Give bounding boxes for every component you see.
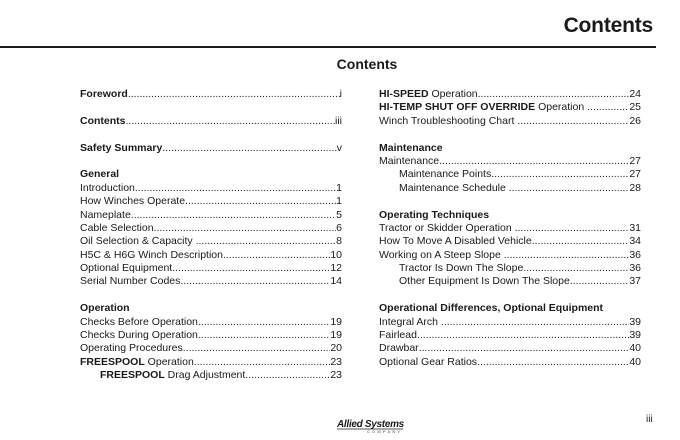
toc-leader-dots: [126, 115, 336, 128]
toc-entry-label: Contents: [80, 114, 126, 127]
toc-page-number: 36: [629, 248, 641, 261]
toc-entry-label: Checks During Operation: [80, 329, 198, 342]
toc-entry-link[interactable]: [80, 329, 342, 342]
toc-page-number: 1: [336, 181, 342, 194]
toc-entry[interactable]: [80, 142, 342, 155]
toc-spacer: [379, 128, 641, 141]
toc-entry[interactable]: [80, 356, 342, 369]
toc-entry-label: [80, 356, 194, 369]
toc-entry[interactable]: [379, 101, 641, 114]
toc-leader-dots: [439, 155, 629, 168]
toc-entry-link[interactable]: [379, 342, 641, 355]
toc-entry-label: Maintenance Points: [399, 168, 492, 181]
toc-leader-dots: [185, 195, 336, 208]
toc-entry-link[interactable]: [80, 275, 342, 288]
toc-page-number: 12: [330, 262, 342, 275]
toc-entry-label-rest: Drag Adjustment: [164, 369, 246, 382]
toc-entry-link[interactable]: [379, 101, 641, 114]
toc-leader-dots: [515, 222, 630, 235]
toc-page-number: 14: [330, 275, 342, 288]
toc-entry-link[interactable]: [379, 249, 641, 262]
toc-leader-dots: [509, 182, 630, 195]
toc-page-number: iii: [335, 114, 342, 127]
toc-entry[interactable]: [80, 369, 342, 382]
toc-page-number: 40: [629, 355, 641, 368]
toc-entry-label: Operating Procedures: [80, 342, 183, 355]
toc-entry[interactable]: [379, 155, 641, 168]
toc-entry[interactable]: [379, 222, 641, 235]
toc-leader-dots: [196, 235, 337, 248]
toc-spacer: [379, 289, 641, 302]
toc-section-heading: Maintenance: [379, 141, 443, 154]
toc-entry-link[interactable]: [80, 182, 342, 195]
toc-entry-link[interactable]: [399, 168, 641, 181]
toc-entry-link[interactable]: [379, 235, 641, 248]
toc-entry-link[interactable]: [80, 88, 342, 101]
toc-entry-label: Nameplate: [80, 208, 131, 221]
toc-page-number: 34: [629, 235, 641, 248]
toc-entry[interactable]: [379, 168, 641, 181]
toc-entry-emphasis: HI-SPEED: [379, 88, 429, 100]
toc-entry[interactable]: [379, 342, 641, 355]
toc-leader-dots: [245, 369, 330, 382]
toc-entry-label-rest: Operation: [428, 88, 478, 100]
page-number: iii: [646, 414, 653, 425]
toc-page-number: 27: [629, 168, 641, 181]
logo-wordmark: Allied Systems: [337, 419, 404, 430]
toc-leader-dots: [172, 262, 330, 275]
toc-leader-dots: [523, 262, 629, 275]
toc-entry[interactable]: [80, 262, 342, 275]
toc-leader-dots: [198, 316, 330, 329]
toc-entry-link[interactable]: [80, 142, 342, 155]
toc-entry-label: Working on A Steep Slope: [379, 248, 504, 261]
toc-entry-link[interactable]: [399, 275, 641, 288]
toc-page-number: 26: [629, 114, 641, 127]
toc-entry-emphasis: FREESPOOL: [80, 355, 145, 368]
toc-page-number: 39: [629, 329, 641, 342]
toc-entry-link[interactable]: [399, 182, 641, 195]
toc-entry-label: Optional Gear Ratios: [379, 355, 478, 368]
toc-entry[interactable]: [80, 115, 342, 128]
toc-entry[interactable]: [80, 182, 342, 195]
toc-entry-link[interactable]: [379, 115, 641, 128]
toc-entry[interactable]: [379, 249, 641, 262]
toc-entry-label: [379, 101, 587, 114]
toc-leader-dots: [162, 142, 336, 155]
toc-leader-dots: [441, 316, 629, 329]
toc-entry-link[interactable]: [379, 88, 641, 101]
toc-entry[interactable]: [80, 222, 342, 235]
toc-page-number: 27: [629, 154, 641, 167]
toc-entry-label: Tractor or Skidder Operation: [379, 221, 515, 234]
toc-entry[interactable]: [379, 88, 641, 101]
toc-leader-dots: [477, 356, 629, 369]
toc-entry-link[interactable]: [80, 209, 342, 222]
toc-page-number: 39: [629, 315, 641, 328]
toc-entry-link[interactable]: [80, 235, 342, 248]
toc-leader-dots: [478, 88, 630, 101]
toc-page-number: 25: [629, 101, 641, 114]
toc-column-right: [379, 88, 641, 369]
toc-entry-link[interactable]: [379, 316, 641, 329]
running-header-title: Contents: [563, 14, 653, 37]
toc-page-number: 20: [330, 342, 342, 355]
toc-page-number: 31: [629, 221, 641, 234]
toc-entry-link[interactable]: [80, 262, 342, 275]
toc-entry-link[interactable]: [399, 262, 641, 275]
toc-entry-label: H5C & H6G Winch Description: [80, 248, 223, 261]
toc-entry[interactable]: [80, 195, 342, 208]
toc-leader-dots: [128, 88, 340, 101]
toc-entry-label-rest: Operation: [144, 355, 194, 368]
toc-section-heading: Operation: [80, 302, 130, 315]
toc-leader-dots: [532, 235, 630, 248]
toc-leader-dots: [223, 249, 330, 262]
header-divider: [0, 46, 656, 48]
toc-entry[interactable]: [80, 249, 342, 262]
toc-entry-label: Maintenance Schedule: [399, 181, 509, 194]
toc-leader-dots: [131, 209, 336, 222]
toc-entry-label: Safety Summary: [80, 141, 163, 154]
toc-spacer: [379, 195, 641, 208]
toc-entry-label: Serial Number Codes: [80, 275, 181, 288]
toc-entry-label: Integral Arch: [379, 315, 441, 328]
toc-entry-label: Tractor Is Down The Slope: [399, 262, 524, 275]
toc-spacer: [80, 128, 342, 141]
toc-section-heading: Operational Differences, Optional Equipment: [379, 302, 604, 315]
toc-leader-dots: [417, 329, 629, 342]
toc-page-number: 28: [629, 181, 641, 194]
toc-entry[interactable]: [379, 235, 641, 248]
toc-page-number: 19: [330, 329, 342, 342]
toc-entry[interactable]: [379, 262, 641, 275]
toc-leader-dots: [198, 329, 330, 342]
toc-entry-link[interactable]: [379, 329, 641, 342]
toc-spacer: [80, 101, 342, 114]
toc-leader-dots: [419, 342, 630, 355]
toc-page-number: 37: [629, 275, 641, 288]
toc-entry-link[interactable]: [379, 356, 641, 369]
allied-systems-logo: [337, 416, 409, 434]
toc-entry-label: Checks Before Operation: [80, 315, 198, 328]
toc-page-number: 1: [336, 195, 342, 208]
toc-entry-link[interactable]: [80, 222, 342, 235]
toc-entry[interactable]: [379, 329, 641, 342]
page-title: Contents: [336, 56, 398, 72]
toc-entry-link[interactable]: [80, 316, 342, 329]
toc-spacer: [80, 155, 342, 168]
toc-entry[interactable]: [379, 182, 641, 195]
toc-page-number: 36: [629, 262, 641, 275]
toc-entry-link[interactable]: [80, 356, 342, 369]
toc-entry[interactable]: [379, 275, 641, 288]
toc-column-left: [80, 88, 342, 383]
toc-entry[interactable]: [80, 235, 342, 248]
toc-leader-dots: [491, 168, 629, 181]
toc-leader-dots: [194, 356, 331, 369]
toc-leader-dots: [135, 182, 336, 195]
toc-page-number: 23: [330, 355, 342, 368]
toc-page-number: 6: [336, 221, 342, 234]
toc-entry-label: Introduction: [80, 181, 135, 194]
toc-page-number: 23: [330, 369, 342, 382]
toc-entry[interactable]: [80, 342, 342, 355]
toc-leader-dots: [587, 101, 629, 114]
toc-entry-label: Maintenance: [379, 154, 440, 167]
toc-entry[interactable]: [80, 209, 342, 222]
toc-entry-label: Drawbar: [379, 342, 419, 355]
toc-entry[interactable]: [379, 316, 641, 329]
toc-entry-link[interactable]: [80, 115, 342, 128]
toc-section-heading: General: [80, 168, 120, 181]
toc-entry-link[interactable]: [379, 222, 641, 235]
toc-page-number: v: [336, 141, 342, 154]
toc-page-number: 5: [336, 208, 342, 221]
toc-entry[interactable]: [379, 115, 641, 128]
toc-entry[interactable]: [80, 88, 342, 101]
toc-leader-dots: [517, 115, 629, 128]
toc-spacer: [80, 289, 342, 302]
toc-leader-dots: [183, 342, 331, 355]
toc-entry-label-rest: Operation: [535, 101, 588, 114]
toc-entry-label: How To Move A Disabled Vehicle: [379, 235, 532, 248]
toc-entry-label: [100, 369, 245, 382]
toc-entry-label: How Winches Operate: [80, 195, 186, 208]
toc-entry-label: Optional Equipment: [80, 262, 173, 275]
toc-page-number: 19: [330, 315, 342, 328]
toc-page-number: 8: [336, 235, 342, 248]
toc-page-number: 40: [629, 342, 641, 355]
toc-entry-label: Oil Selection & Capacity: [80, 235, 196, 248]
toc-leader-dots: [154, 222, 337, 235]
toc-entry[interactable]: [80, 329, 342, 342]
toc-entry-link[interactable]: [80, 249, 342, 262]
toc-entry-label: Other Equipment Is Down The Slope: [399, 275, 570, 288]
toc-leader-dots: [570, 275, 629, 288]
toc-page-number: 24: [629, 88, 641, 100]
toc-page-number: i: [339, 88, 342, 100]
toc-entry-link[interactable]: [80, 342, 342, 355]
toc-entry-emphasis: HI-TEMP SHUT OFF OVERRIDE: [379, 101, 536, 114]
toc-entry-link[interactable]: [100, 369, 342, 382]
toc-entry-label: Cable Selection: [80, 221, 154, 234]
toc-entry[interactable]: [80, 316, 342, 329]
toc-section-heading: Operating Techniques: [379, 208, 490, 221]
toc-page-number: 10: [330, 248, 342, 261]
toc-entry-label: Foreword: [80, 88, 128, 100]
toc-entry-label: [379, 88, 478, 101]
toc-leader-dots: [180, 275, 330, 288]
logo-subtext: COMPANY: [367, 429, 403, 434]
toc-entry-label: Winch Troubleshooting Chart: [379, 114, 518, 127]
toc-entry-label: Fairlead: [379, 329, 417, 342]
toc-entry-emphasis: FREESPOOL: [100, 369, 165, 382]
toc-leader-dots: [504, 249, 630, 262]
toc-entry-link[interactable]: [80, 195, 342, 208]
toc-entry[interactable]: [80, 275, 342, 288]
toc-entry[interactable]: [379, 356, 641, 369]
toc-entry-link[interactable]: [379, 155, 641, 168]
